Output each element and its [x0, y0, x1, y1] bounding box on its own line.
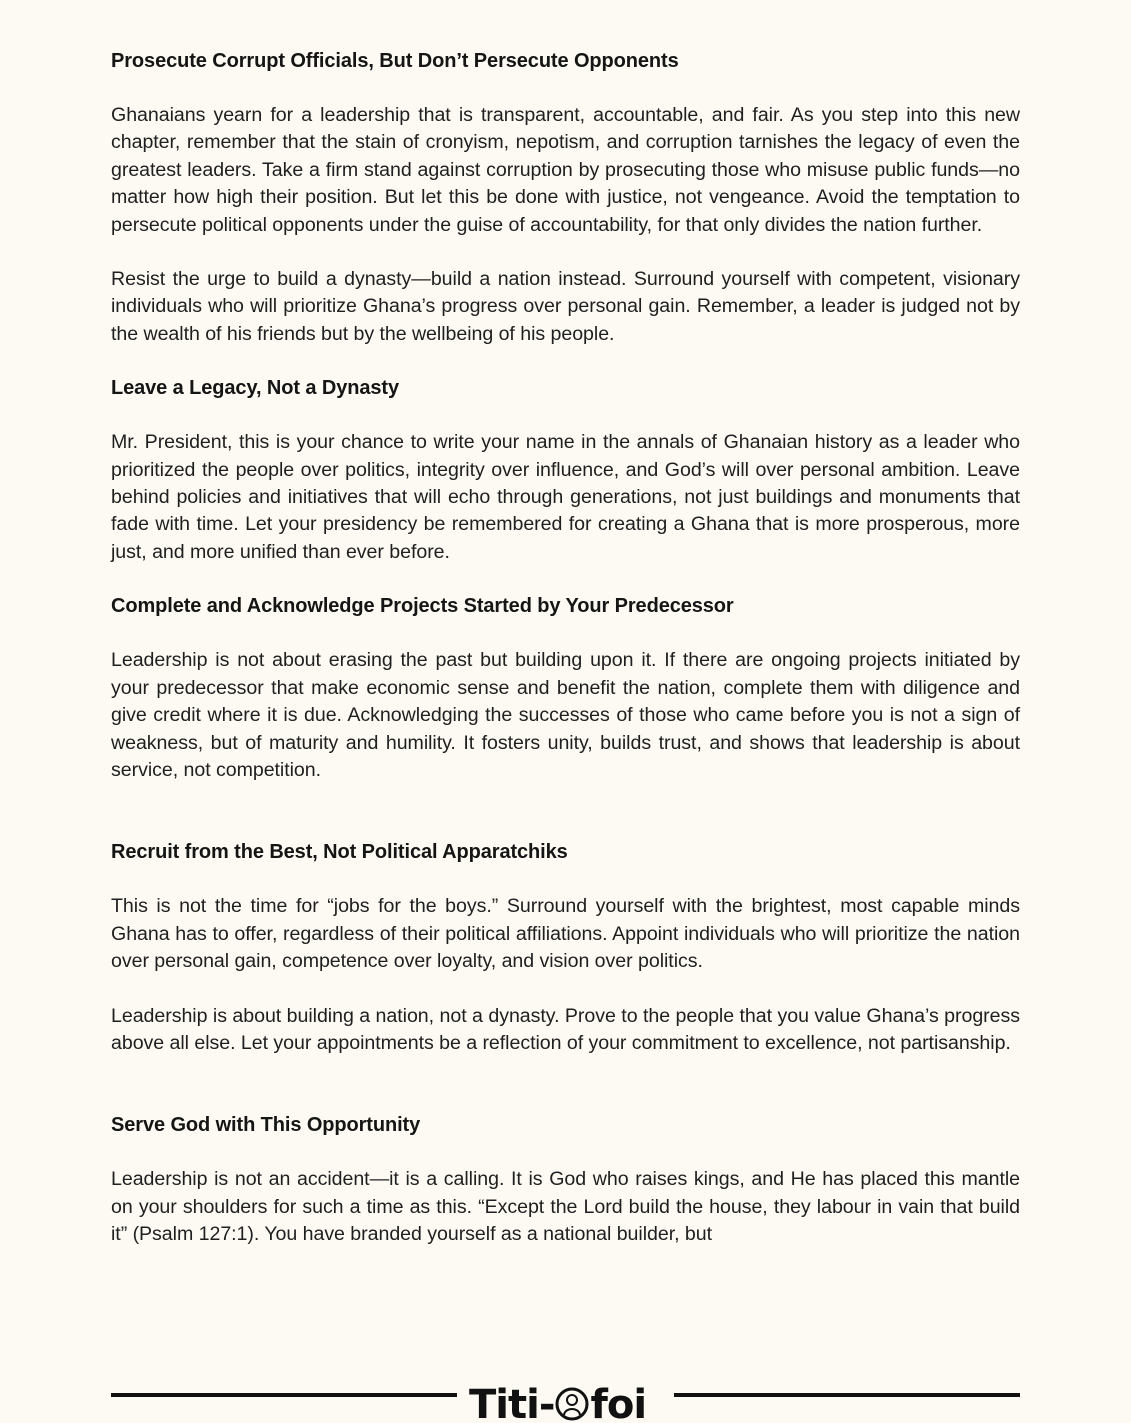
section-heading: Prosecute Corrupt Officials, But Don’t Persecute Opponents	[111, 50, 679, 72]
section-heading: Complete and Acknowledge Projects Started by Your Predecessor	[111, 595, 734, 618]
footer-rule	[674, 1393, 1020, 1397]
logo-text-left: Titi-	[469, 1383, 555, 1423]
footer-rule	[111, 1393, 457, 1397]
paragraph: Leadership is about building a nation, not a dynasty. Prove to the people that you value Ghana’s progress above all else. Let your appointments be a reflection of your commitment to excellence, not partisanship.	[111, 1004, 1020, 1054]
paragraph: Leadership is not an accident—it is a calling. It is God who raises kings, and He has placed this mantle on your shoulders for such a time as this. “Except the Lord build the house, they labour in vain that build it” (Psalm 127:1). You have branded yourself as a national builder, but	[111, 1168, 1020, 1246]
portrait-seal-icon	[555, 1387, 589, 1421]
paragraph: Mr. President, this is your chance to write your name in the annals of Ghanaian history as a leader who prioritized the people over politics, integrity over influence, and God’s will over personal ambition. Leave behind policies and initiatives that will echo through generations, not just buildings and monuments that fade with time. Let your presidency be remembered for creating a Ghana that is more prosperous, more just, and more unified than ever before.	[111, 431, 1020, 563]
logo-text-right: foi	[590, 1383, 647, 1423]
paragraph: This is not the time for “jobs for the boys.” Surround yourself with the brightest, most capable minds Ghana has to offer, regardless of their political affiliations. Appoint individuals who will prioritize the nation over personal gain, competence over loyalty, and vision over politics.	[111, 895, 1020, 973]
paragraph: Resist the urge to build a dynasty—build a nation instead. Surround yourself with competent, visionary individuals who will prioritize Ghana’s progress over personal gain. Remember, a leader is judged not by the wealth of his friends but by the wellbeing of his people.	[111, 268, 1020, 345]
page-footer	[111, 1383, 1020, 1423]
paragraph: Ghanaians yearn for a leadership that is transparent, accountable, and fair. As you step into this new chapter, remember that the stain of cronyism, nepotism, and corruption tarnishes the legacy of even the greatest leaders. Take a firm stand against corruption by prosecuting those who misuse public funds—no matter how high their position. But let this be done with justice, not vengeance. Avoid the temptation to persecute political opponents under the guise of accountability, for that only divides the nation further.	[111, 104, 1020, 236]
section-heading: Recruit from the Best, Not Political Apparatchiks	[111, 841, 568, 864]
section-heading: Leave a Legacy, Not a Dynasty	[111, 377, 399, 400]
section-heading: Serve God with This Opportunity	[111, 1114, 421, 1137]
paragraph: Leadership is not about erasing the past but building upon it. If there are ongoing projects initiated by your predecessor that make economic sense and benefit the nation, complete them with diligence and give credit where it is due. Acknowledging the successes of those who came before you is not a sign of weakness, but of maturity and humility. It fosters unity, builds trust, and shows that leadership is about service, not competition.	[111, 649, 1020, 781]
article-body	[111, 48, 1020, 1249]
brand-logo	[469, 1383, 665, 1423]
